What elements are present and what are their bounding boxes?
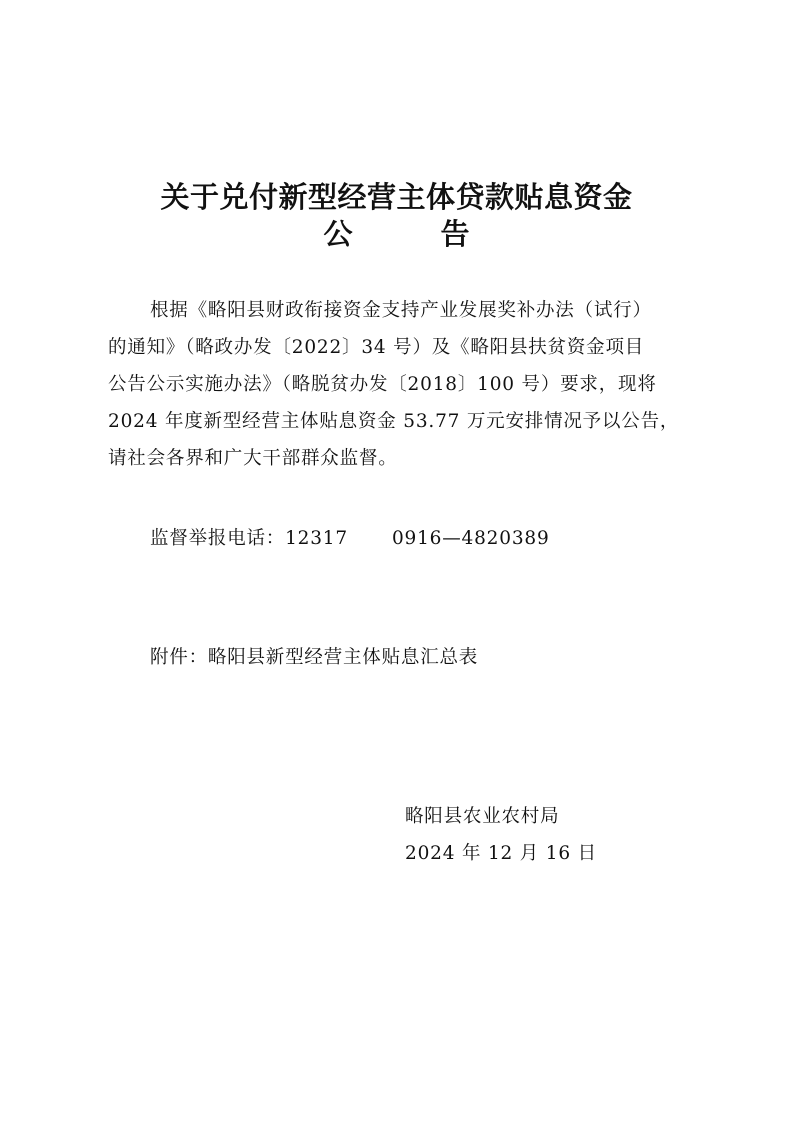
document-subtitle — [0, 216, 793, 252]
issue-date: 2024 年 12 月 16 日 — [405, 843, 597, 864]
attachment-line: 附件：略阳县新型经营主体贴息汇总表 — [150, 647, 479, 668]
body-paragraph-line: 的通知》（略政办发〔2022〕34 号）及《略阳县扶贫资金项目 — [108, 337, 645, 358]
body-paragraph-line: 根据《略阳县财政衔接资金支持产业发展奖补办法（试行） — [150, 300, 652, 321]
body-paragraph-line: 请社会各界和广大干部群众监督。 — [108, 448, 398, 469]
hotline-label: 监督举报电话：12317 — [150, 528, 348, 549]
hotline-line — [150, 527, 550, 551]
document-title: 关于兑付新型经营主体贷款贴息资金 — [160, 180, 633, 214]
hotline-number: 0916—4820389 — [391, 528, 550, 549]
body-paragraph-line: 2024 年度新型经营主体贴息资金 53.77 万元安排情况予以公告， — [108, 411, 680, 432]
body-paragraph-line: 公告公示实施办法》（略脱贫办发〔2018〕100 号）要求，现将 — [108, 374, 657, 395]
subtitle-char-1: 公 — [323, 217, 353, 251]
issuing-authority: 略阳县农业农村局 — [405, 806, 560, 827]
subtitle-char-2: 告 — [440, 217, 470, 251]
